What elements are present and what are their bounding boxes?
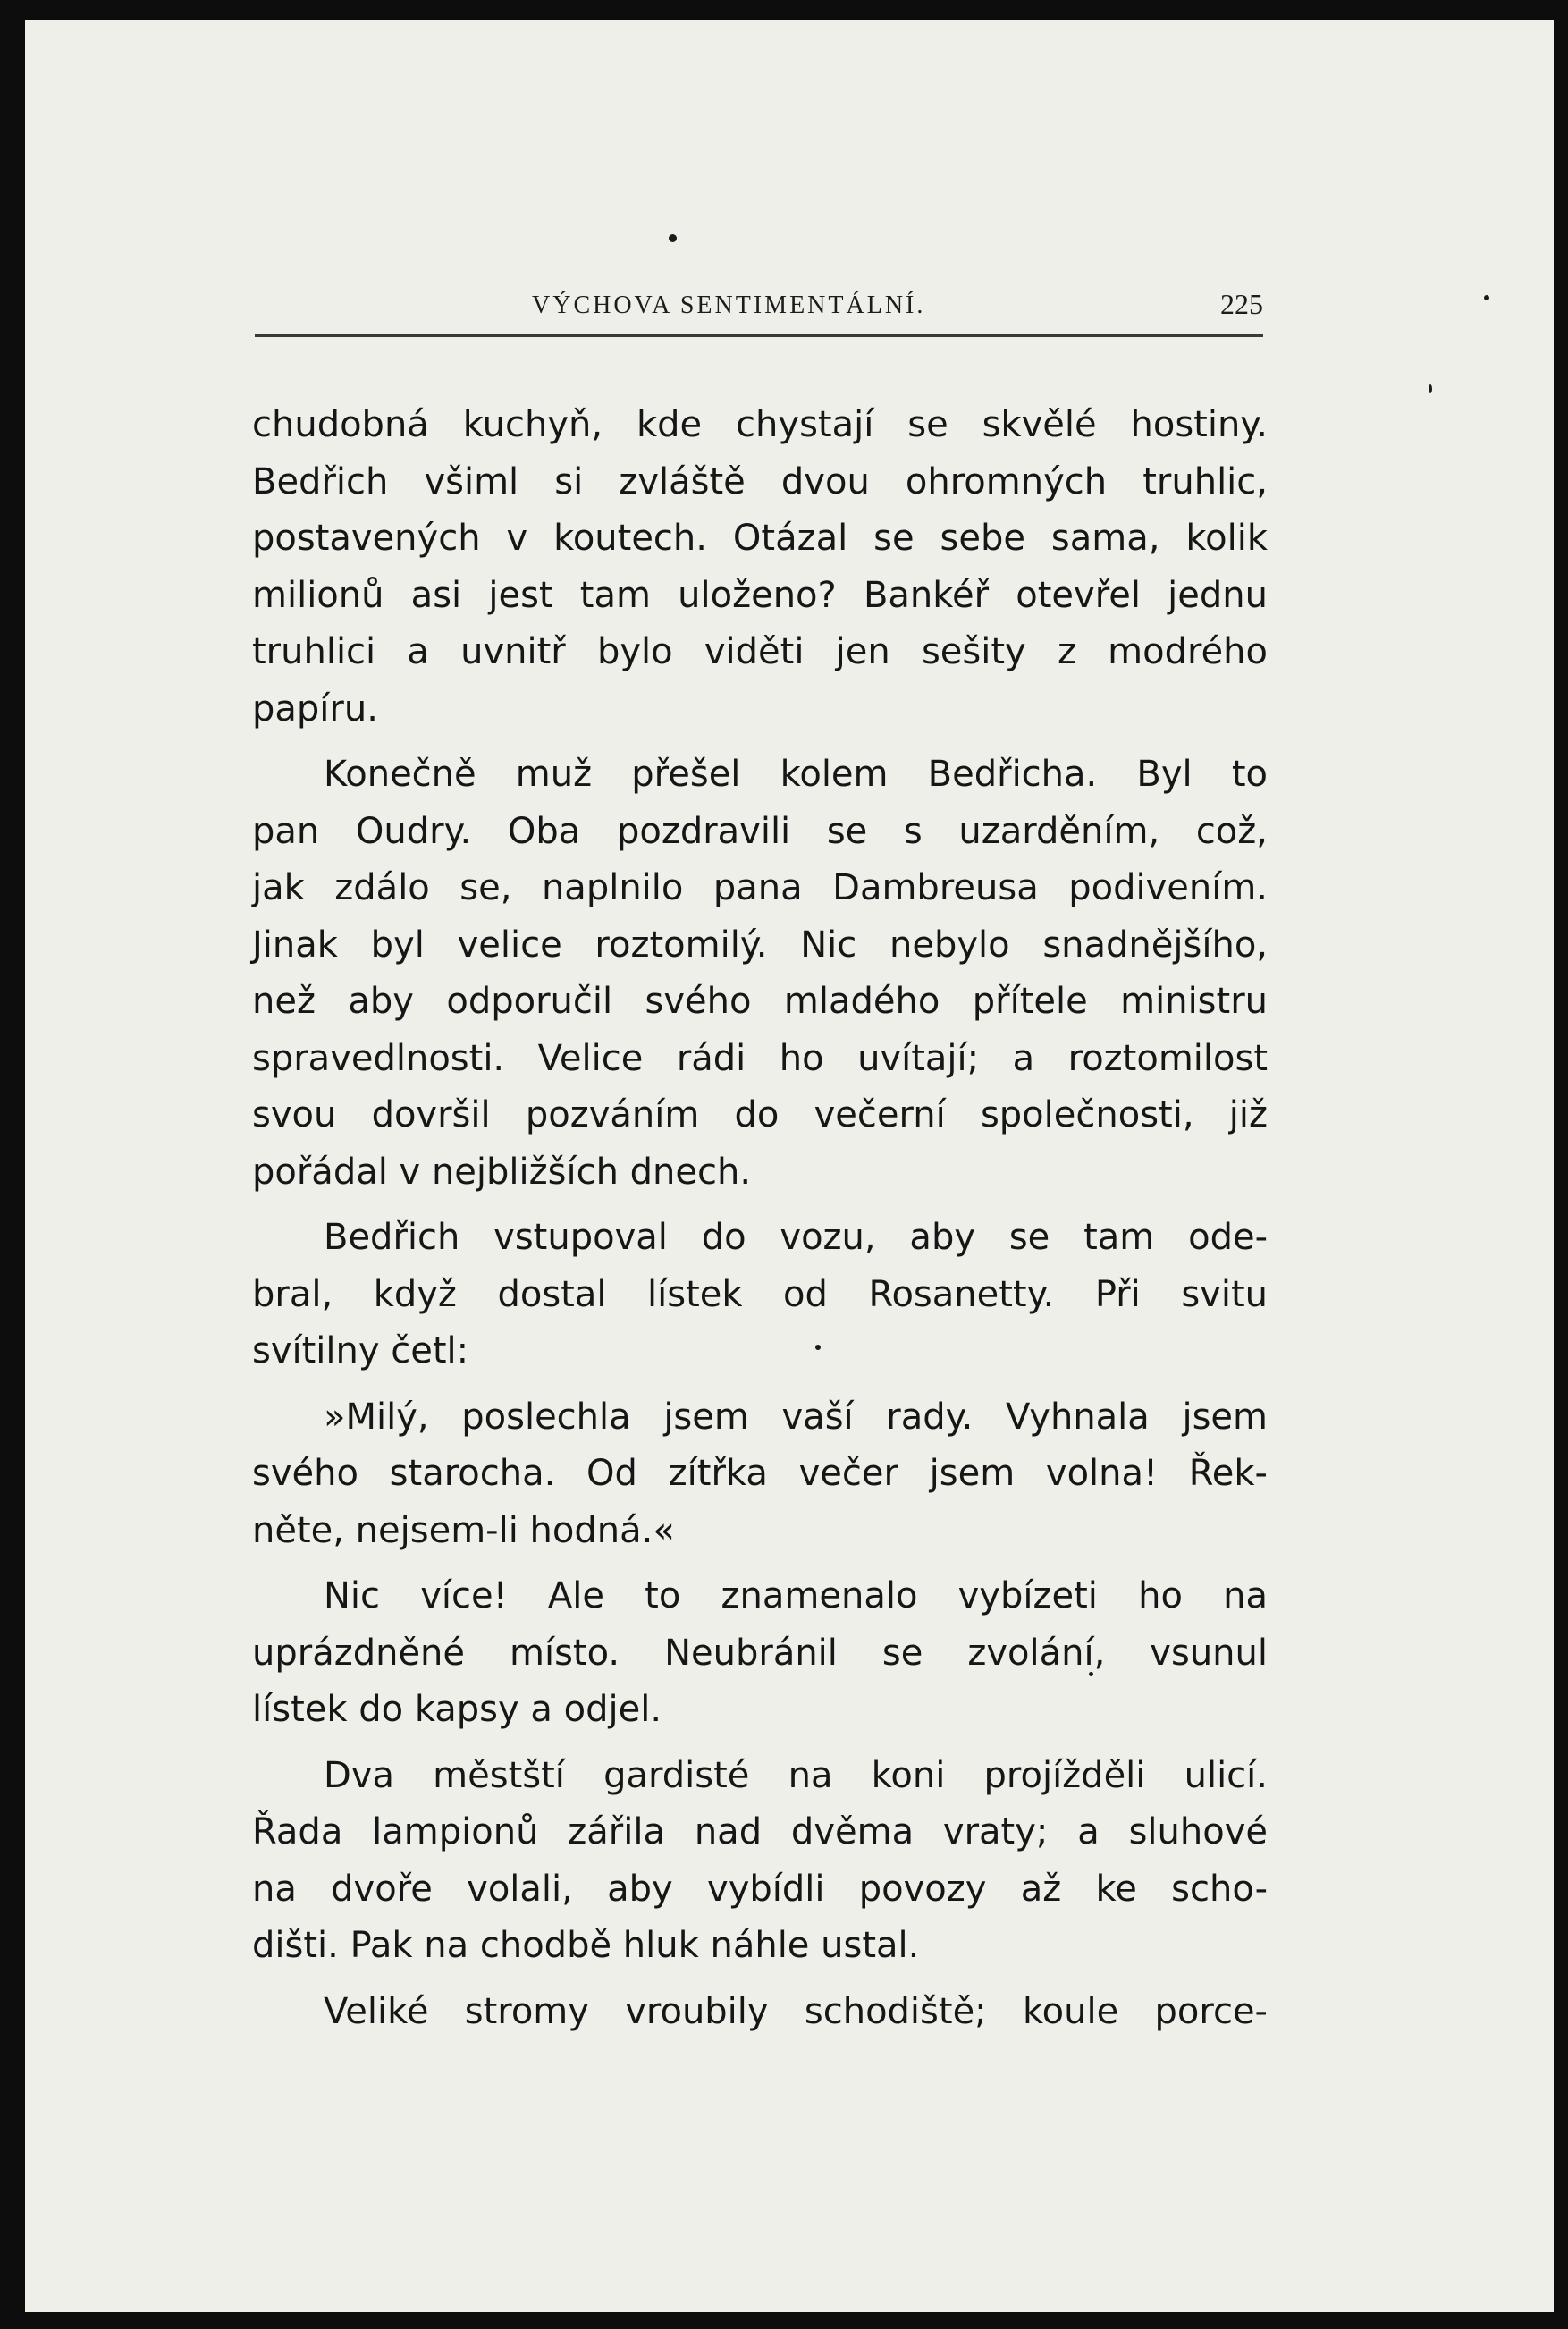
- running-head: [255, 284, 1263, 338]
- paragraph: [252, 1389, 1268, 1560]
- ink-speck: [669, 234, 677, 242]
- text-line: něte, nejsem-li hodná.«: [252, 1509, 675, 1551]
- paragraph: [252, 1984, 1268, 2041]
- text-line: spravedlnosti. Velice rádi ho uvítají; a roztomilost: [252, 1037, 1268, 1079]
- text-line: Řada lampionů zářila nad dvěma vraty; a sluhové: [252, 1811, 1268, 1852]
- text-line: Jinak byl velice roztomilý. Nic nebylo snadnějšího,: [252, 924, 1268, 966]
- text-line: bral, když dostal lístek od Rosanetty. Při svitu: [252, 1273, 1268, 1315]
- paragraph: [252, 747, 1268, 1201]
- text-line: postavených v koutech. Otázal se sebe sama, kolik: [252, 518, 1268, 559]
- text-line: pořádal v nejbližších dnech.: [252, 1151, 752, 1193]
- text-line: jak zdálo se, naplnilo pana Dambreusa podivením.: [252, 867, 1268, 908]
- ink-speck: [1484, 295, 1489, 300]
- header-rule: [255, 334, 1263, 337]
- paragraph: [252, 1210, 1268, 1380]
- text-line: uprázdněné místo. Neubránil se zvolání, vsunul: [252, 1632, 1268, 1674]
- text-line: lístek do kapsy a odjel.: [252, 1689, 662, 1730]
- paragraph: [252, 397, 1268, 738]
- ink-speck: [1429, 384, 1432, 393]
- text-line: truhlici a uvnitř bylo viděti jen sešity z modrého: [252, 631, 1268, 672]
- text-line: Bedřich vstupoval do vozu, aby se tam ode-: [324, 1217, 1268, 1258]
- text-line: než aby odporučil svého mladého přítele ministru: [252, 981, 1268, 1022]
- text-line: chudobná kuchyň, kde chystají se skvělé hostiny.: [252, 404, 1268, 445]
- text-line: svého starocha. Od zítřka večer jsem volna! Řek-: [252, 1453, 1268, 1494]
- text-line: svítilny četl:: [252, 1330, 469, 1371]
- text-line: pan Oudry. Oba pozdravili se s uzarděním, což,: [252, 810, 1268, 852]
- text-line: milionů asi jest tam uloženo? Bankéř otevřel jednu: [252, 574, 1268, 616]
- text-line: svou dovršil pozváním do večerní společnosti, již: [252, 1094, 1268, 1135]
- text-line: Konečně muž přešel kolem Bedřicha. Byl to: [324, 754, 1268, 795]
- body-text: [252, 397, 1268, 2049]
- running-title: VÝCHOVA SENTIMENTÁLNÍ.: [532, 291, 926, 319]
- text-line: dišti. Pak na chodbě hluk náhle ustal.: [252, 1925, 920, 1966]
- text-line: »Milý, poslechla jsem vaší rady. Vyhnala jsem: [324, 1396, 1268, 1438]
- page-number: 225: [1220, 288, 1263, 320]
- text-line: Bedřich všiml si zvláště dvou ohromných truhlic,: [252, 460, 1268, 502]
- text-line: na dvoře volali, aby vybídli povozy až ke scho-: [252, 1868, 1268, 1910]
- text-line: Veliké stromy vroubily schodiště; koule porce-: [324, 1990, 1268, 2032]
- text-line: papíru.: [252, 688, 378, 730]
- text-line: Nic více! Ale to znamenalo vybízeti ho na: [324, 1575, 1268, 1616]
- paragraph: [252, 1748, 1268, 1975]
- text-line: Dva městští gardisté na koni projížděli ulicí.: [324, 1754, 1268, 1796]
- paragraph: [252, 1568, 1268, 1739]
